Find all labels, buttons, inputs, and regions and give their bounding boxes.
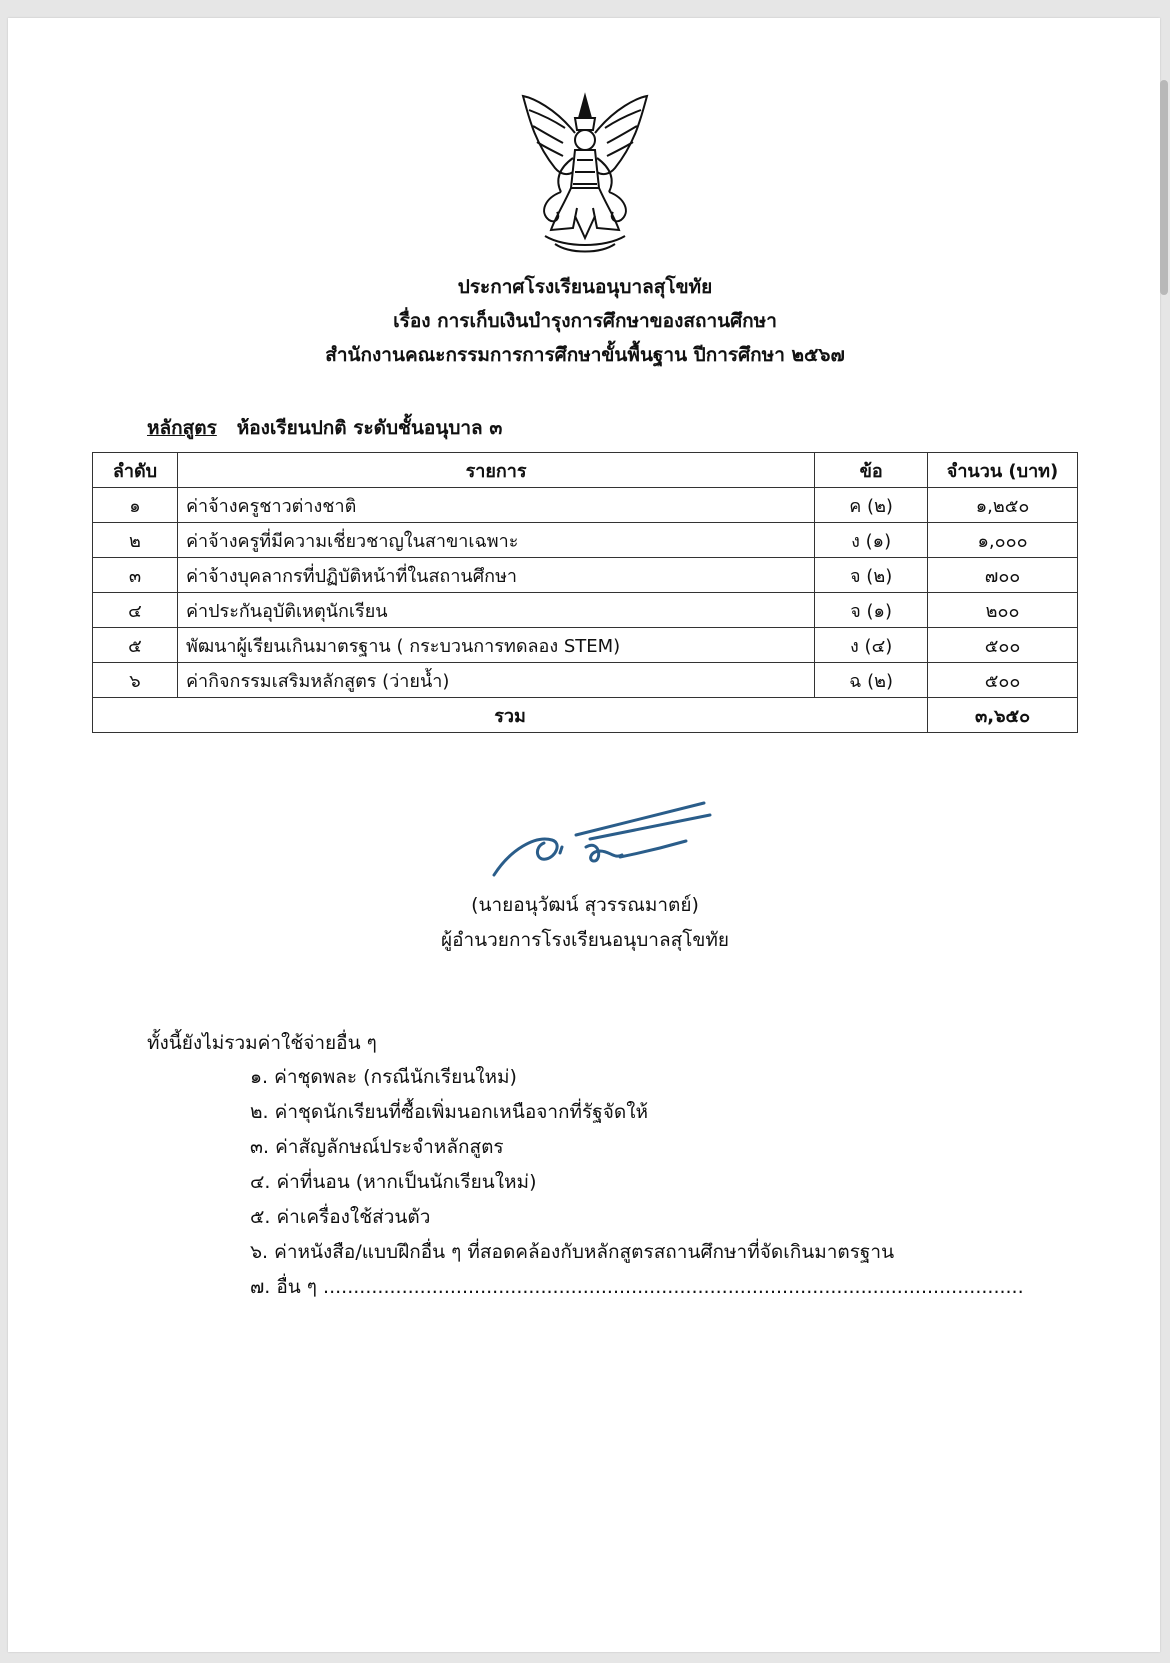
row-amount: ๕๐๐ <box>928 663 1078 698</box>
row-amount: ๒๐๐ <box>928 593 1078 628</box>
announcement-subject: เรื่อง การเก็บเงินบำรุงการศึกษาของสถานศึกษา <box>393 310 777 332</box>
row-item: ค่าจ้างครูที่มีความเชี่ยวชาญในสาขาเฉพาะ <box>177 523 814 558</box>
row-clause: ฉ (๒) <box>815 663 928 698</box>
list-item: ๕. ค่าเครื่องใช้ส่วนตัว <box>250 1206 431 1228</box>
signature-mark <box>490 795 730 885</box>
row-amount: ๗๐๐ <box>928 558 1078 593</box>
row-item: พัฒนาผู้เรียนเกินมาตรฐาน ( กระบวนการทดลอง STEM) <box>177 628 814 663</box>
announcement-title: ประกาศโรงเรียนอนุบาลสุโขทัย <box>457 276 713 298</box>
row-item: ค่ากิจกรรมเสริมหลักสูตร (ว่ายน้ำ) <box>177 663 814 698</box>
row-item: ค่าประกันอุบัติเหตุนักเรียน <box>177 593 814 628</box>
garuda-emblem-icon <box>515 88 655 258</box>
row-item: ค่าจ้างครูชาวต่างชาติ <box>177 488 814 523</box>
row-amount: ๕๐๐ <box>928 628 1078 663</box>
list-item: ๔. ค่าที่นอน (หากเป็นนักเรียนใหม่) <box>250 1171 537 1193</box>
header-item: รายการ <box>177 453 814 488</box>
header-no: ลำดับ <box>93 453 178 488</box>
fee-table <box>92 452 1078 733</box>
table-header-row <box>93 453 1078 488</box>
table-row <box>93 488 1078 523</box>
announcement-office-year: สำนักงานคณะกรรมการการศึกษาขั้นพื้นฐาน ปีการศึกษา ๒๕๖๗ <box>325 344 845 366</box>
row-clause: ง (๔) <box>815 628 928 663</box>
scrollbar[interactable] <box>1160 80 1168 295</box>
notes-title: ทั้งนี้ยังไม่รวมค่าใช้จ่ายอื่น ๆ <box>147 1032 377 1054</box>
signatory-position: ผู้อำนวยการโรงเรียนอนุบาลสุโขทัย <box>440 929 730 951</box>
row-clause: ค (๒) <box>815 488 928 523</box>
row-clause: จ (๑) <box>815 593 928 628</box>
row-amount: ๑,๐๐๐ <box>928 523 1078 558</box>
signatory-name: (นายอนุวัฒน์ สุวรรณมาตย์) <box>471 894 699 916</box>
course-label: หลักสูตร <box>147 417 217 439</box>
row-clause: จ (๒) <box>815 558 928 593</box>
header-amount: จำนวน (บาท) <box>928 453 1078 488</box>
notes-list <box>250 1060 1024 1305</box>
table-row <box>93 523 1078 558</box>
list-item: ๖. ค่าหนังสือ/แบบฝึกอื่น ๆ ที่สอดคล้องกับหลักสูตรสถานศึกษาที่จัดเกินมาตรฐาน <box>250 1241 895 1263</box>
course-value: ห้องเรียนปกติ ระดับชั้นอนุบาล ๓ <box>236 417 503 439</box>
row-no: ๑ <box>93 488 178 523</box>
list-item: ๓. ค่าสัญลักษณ์ประจำหลักสูตร <box>250 1136 504 1158</box>
table-row <box>93 558 1078 593</box>
row-item: ค่าจ้างบุคลากรที่ปฏิบัติหน้าที่ในสถานศึกษา <box>177 558 814 593</box>
row-no: ๒ <box>93 523 178 558</box>
table-row <box>93 628 1078 663</box>
total-row <box>93 698 1078 733</box>
header-clause: ข้อ <box>815 453 928 488</box>
row-no: ๕ <box>93 628 178 663</box>
row-no: ๓ <box>93 558 178 593</box>
row-no: ๖ <box>93 663 178 698</box>
row-clause: ง (๑) <box>815 523 928 558</box>
list-item: ๑. ค่าชุดพละ (กรณีนักเรียนใหม่) <box>250 1066 517 1088</box>
list-item: ๗. อื่น ๆ .................................................................................................................... <box>250 1276 1024 1298</box>
total-label: รวม <box>93 698 928 733</box>
table-row <box>93 593 1078 628</box>
row-amount: ๑,๒๕๐ <box>928 488 1078 523</box>
total-value: ๓,๖๕๐ <box>928 698 1078 733</box>
list-item: ๒. ค่าชุดนักเรียนที่ซื้อเพิ่มนอกเหนือจากที่รัฐจัดให้ <box>250 1101 649 1123</box>
table-row <box>93 663 1078 698</box>
row-no: ๔ <box>93 593 178 628</box>
course-line <box>147 413 502 443</box>
